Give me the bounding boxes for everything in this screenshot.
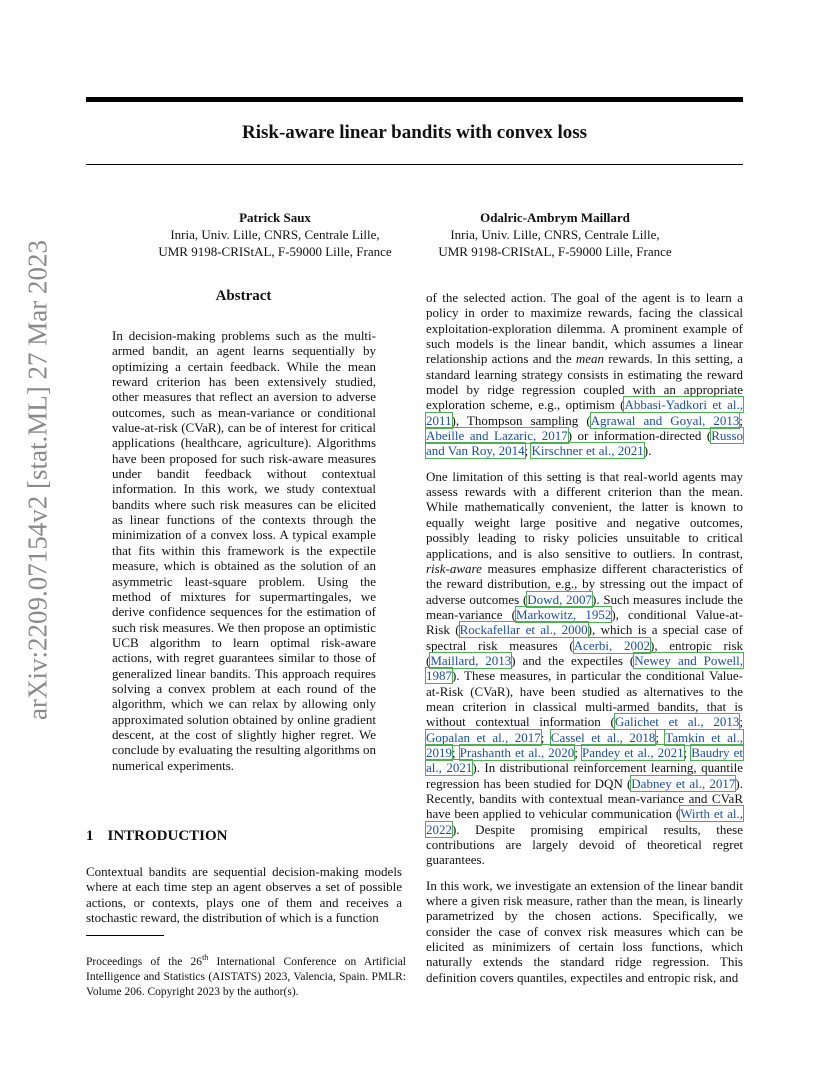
citation-link[interactable]: Agrawal and Goyal, 2013: [590, 412, 740, 428]
citation-link[interactable]: Pandey et al., 2021: [581, 744, 684, 760]
right-column: [426, 290, 743, 985]
citation-link[interactable]: Abbasi-Yadkori et al., 2011: [426, 397, 743, 428]
citation-link[interactable]: Dowd, 2007: [527, 591, 593, 607]
title-bottom-rule: [86, 164, 743, 165]
paragraph-text: ), Thompson sampling (: [451, 412, 591, 428]
citation-link[interactable]: Prashanth et al., 2020: [459, 744, 575, 760]
intro-left-column: [86, 864, 402, 925]
paragraph-text: ). In distributional reinforcement learning, quantile regression has been studied for DQN (: [426, 760, 743, 791]
paragraph-text: ), conditional Value-at-Risk (: [426, 606, 743, 638]
paragraph-text: ). Such measures include the mean-variance (: [426, 591, 744, 622]
author-1: [130, 209, 420, 260]
paragraph-text: ;: [683, 744, 692, 760]
paragraph-text: ), entropic risk (: [426, 637, 744, 668]
emphasis-text: risk-aware: [426, 560, 482, 576]
section-heading: [86, 828, 228, 845]
paragraph-text: ) or information-directed (: [567, 428, 712, 444]
citation-link[interactable]: Wirth et al., 2022: [426, 806, 743, 837]
author-2-affiliation-2: UMR 9198-CRIStAL, F-59000 Lille, France: [438, 244, 672, 259]
citation-link[interactable]: Cassel et al., 2018: [550, 729, 656, 745]
paragraph-text: ;: [574, 744, 582, 760]
paragraph-text: ). These measures, in particular the conditional Value-at-Risk (CVaR), have been studied as alternatives to the mean criterion in classical multi-armed bandits, that is without contextual information (: [426, 668, 743, 730]
footnote-pre: Proceedings of the 26: [86, 956, 203, 968]
footnote: [86, 955, 406, 1000]
author-1-affiliation: Inria, Univ. Lille, CNRS, Centrale Lille,: [170, 227, 380, 242]
citation-link[interactable]: Kirschner et al., 2021: [531, 443, 644, 459]
citation-link[interactable]: Gopalan et al., 2017: [426, 729, 541, 745]
paragraph-text: ;: [540, 729, 551, 745]
paragraph-text: ;: [655, 729, 666, 745]
citation-link[interactable]: Acerbi, 2002: [573, 637, 650, 653]
paragraph-text: ). Despite promising empirical results, these contributions are largely devoid of theoretical regret guarantees.: [426, 821, 743, 868]
author-2-name: Odalric-Ambrym Maillard: [480, 210, 630, 225]
abstract-heading: Abstract: [215, 288, 272, 304]
paper-title: Risk-aware linear bandits with convex loss: [241, 122, 588, 143]
paragraph-text: ), which is a special case of spectral risk measures (: [426, 622, 743, 653]
paragraph-text: measures emphasize different characteristics of the reward distribution, e.g., by stressing out the impact of adverse outcomes (: [426, 560, 743, 607]
paragraph-text: ;: [739, 714, 743, 730]
right-paragraph-2: [426, 469, 743, 868]
citation-link[interactable]: Newey and Powell, 1987: [426, 652, 743, 684]
author-1-name: Patrick Saux: [239, 210, 311, 225]
author-1-affiliation-2: UMR 9198-CRIStAL, F-59000 Lille, France: [158, 244, 392, 259]
paragraph-text: rewards. In this setting, a standard learning strategy consists in estimating the reward model by ridge regression coupled with an appropriate exploration scheme, e.g., optimism (: [426, 351, 743, 413]
section-title: INTRODUCTION: [107, 828, 228, 844]
paragraph-text: ).: [643, 443, 652, 459]
citation-link[interactable]: Baudry et al., 2021: [426, 744, 743, 776]
paragraph-text: ) and the expectiles (: [511, 652, 635, 668]
paragraph-text: ;: [524, 443, 532, 459]
emphasis-text: mean: [575, 351, 605, 367]
title-top-rule: [86, 97, 743, 102]
paragraph-text: One limitation of this setting is that real-world agents may assess rewards with a different criterion than the mean. While mathematically convenient, the latter is known to equally weight large positive and negative outcomes, possibly leading to risky policies unsuitable to critical applications, and is also sensitive to outliers. In contrast,: [426, 468, 743, 561]
citation-link[interactable]: Dabney et al., 2017: [631, 775, 736, 791]
citation-link[interactable]: Maillard, 2013: [430, 652, 512, 668]
citation-link[interactable]: Markowitz, 1952: [515, 606, 612, 622]
right-paragraph-3: In this work, we investigate an extension of the linear bandit where a given risk measure, rather than the mean, is linearly parametrized by the chosen actions. Specifically, we consider the case of convex risk measures which can be elicited as minimizers of certain loss functions, which naturally extends the standard ridge regression. This definition covers quantiles, expectiles and entropic risk, and: [426, 877, 743, 985]
author-2: [410, 209, 700, 260]
paragraph-text: ;: [452, 744, 460, 760]
footnote-rule: [86, 935, 164, 936]
paragraph-text: ). Recently, bandits with contextual mean-variance and CVaR have been applied to vehicular communication (: [426, 775, 743, 822]
arxiv-stamp-text: arXiv:2209.07154v2 [stat.ML] 27 Mar 2023: [22, 240, 53, 720]
citation-link[interactable]: Abeille and Lazaric, 2017: [426, 428, 568, 444]
citation-link[interactable]: Tamkin et al., 2019: [426, 729, 743, 760]
footnote-post: International Conference on Artificial Intelligence and Statistics (AISTATS) 2023, Valencia, Spain. PMLR: Volume 206. Copyright 2023 by the author(s).: [86, 956, 407, 998]
abstract-body: [112, 328, 376, 773]
intro-paragraph: Contextual bandits are sequential decision-making models where at each time step an agent observes a set of possible actions, or contexts, plays one of them and receives a stochastic reward, the distribution of which is a function: [86, 864, 402, 926]
abstract-text: In decision-making problems such as the multi-armed bandit, an agent learns sequentially by optimizing a certain feedback. While the mean reward criterion has been extensively studied, other measures that reflect an aversion to adverse outcomes, such as mean-variance or conditional value-at-risk (CVaR), can be of interest for critical applications (healthcare, agriculture). Algorithms have been proposed for such risk-aware measures under bandit feedback without contextual information. In this work, we study contextual bandits where such risk measures can be elicited as linear functions of the contexts through the minimization of a convex loss. A typical example that fits within this framework is the expectile measure, which is obtained as the solution of an asymmetric least-square problem. Using the method of mixtures for supermartingales, we derive confidence sequences for the estimation of such risk measures. We then propose an optimistic UCB algorithm to learn optimal risk-aware actions, with regret guarantees similar to those of generalized linear bandits. This approach requires solving a convex problem at each round of the algorithm, which we can relax by allowing only approximated solution obtained by online gradient descent, at the cost of slightly higher regret. We conclude by evaluating the resulting algorithms on numerical experiments.: [112, 328, 376, 773]
author-2-affiliation: Inria, Univ. Lille, CNRS, Centrale Lille,: [450, 227, 660, 242]
paragraph-text: of the selected action. The goal of the agent is to learn a policy in order to maximize rewards, facing the classical exploitation-exploration dilemma. A prominent example of such models is the linear bandit, which assumes a linear relationship actions and the: [426, 290, 743, 367]
paragraph-text: ;: [739, 412, 743, 428]
citation-link[interactable]: Galichet et al., 2013: [614, 714, 740, 730]
section-number: 1: [86, 828, 94, 844]
citation-link[interactable]: Russo and Van Roy, 2014: [426, 428, 744, 459]
footnote-sup: th: [202, 953, 209, 963]
citation-link[interactable]: Rockafellar et al., 2000: [459, 622, 588, 638]
right-paragraph-1: [426, 290, 743, 459]
